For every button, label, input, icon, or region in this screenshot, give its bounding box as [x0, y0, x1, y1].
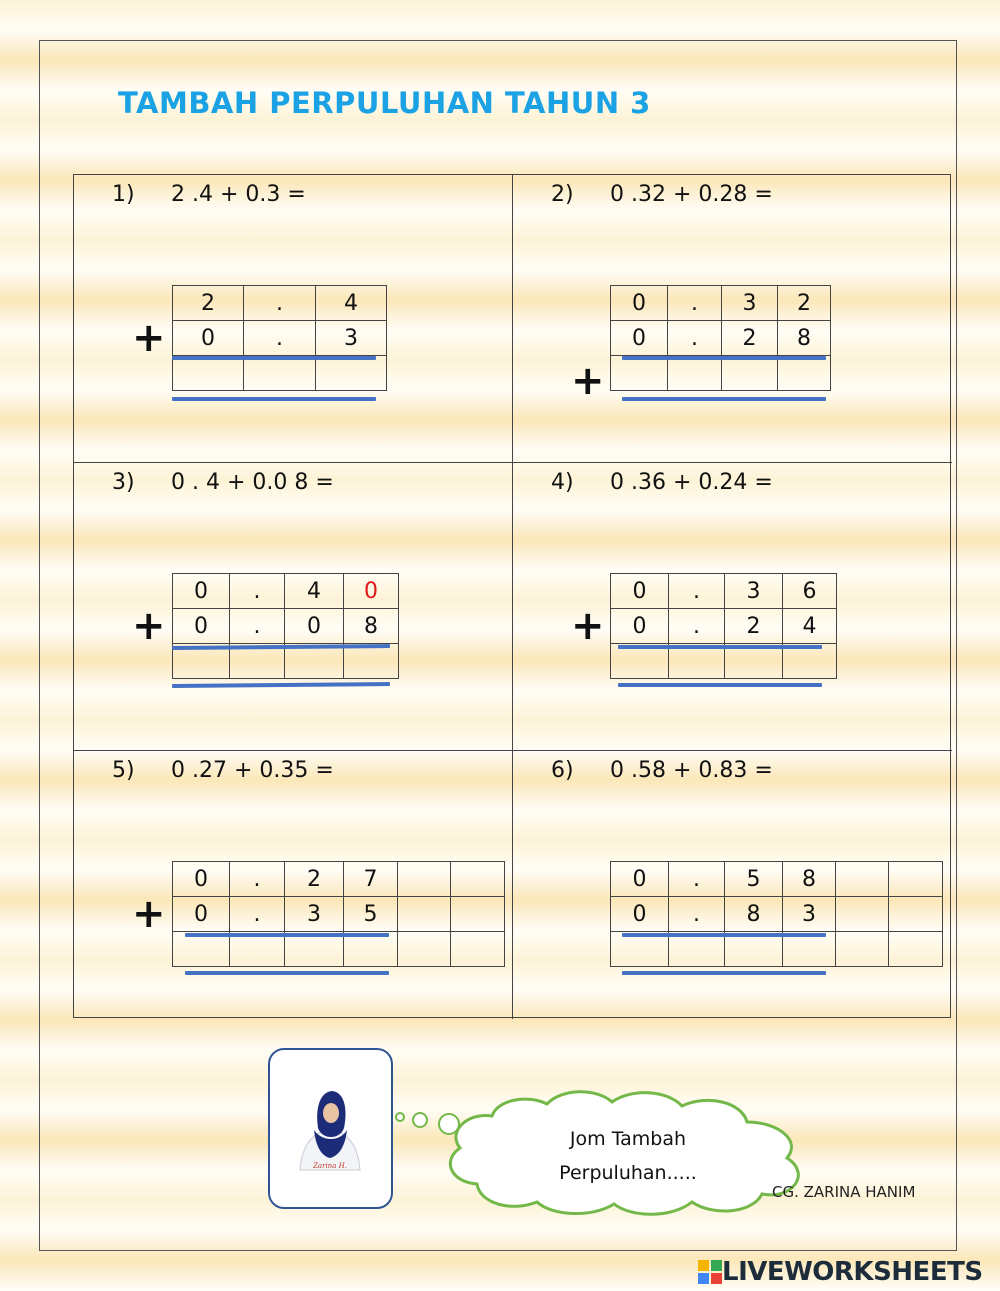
added-zero-cell: 0	[344, 574, 399, 609]
question-number: 3)	[112, 470, 135, 495]
digit-cell: 3	[783, 897, 836, 932]
table-row	[173, 862, 505, 897]
addition-table	[610, 573, 837, 679]
underline	[172, 397, 376, 401]
answer-cell[interactable]	[344, 644, 399, 679]
digit-cell: 3	[722, 286, 778, 321]
answer-cell[interactable]	[722, 356, 778, 391]
author-name: CG. ZARINA HANIM	[772, 1183, 916, 1201]
answer-cell[interactable]	[173, 356, 244, 391]
underline	[172, 682, 390, 688]
digit-cell: 0	[611, 286, 668, 321]
digit-cell: .	[669, 897, 725, 932]
answer-cell[interactable]	[778, 356, 831, 391]
digit-cell: .	[230, 609, 285, 644]
question-number: 4)	[551, 470, 574, 495]
digit-cell: 8	[344, 609, 399, 644]
teacher-photo	[270, 1050, 391, 1207]
addition-table	[172, 861, 505, 967]
table-row	[611, 609, 837, 644]
digit-cell: 5	[725, 862, 783, 897]
table-row	[173, 609, 399, 644]
digit-cell	[836, 862, 889, 897]
digit-cell: .	[669, 609, 725, 644]
digit-cell: 0	[173, 609, 230, 644]
underline	[622, 397, 826, 401]
question-expression: 0 .27 + 0.35 =	[171, 758, 334, 783]
digit-cell: .	[669, 574, 725, 609]
speech-line-1: Jom Tambah	[569, 1128, 687, 1150]
question-2	[513, 175, 952, 463]
digit-cell: 7	[344, 862, 398, 897]
digit-cell: 3	[725, 574, 783, 609]
plus-sign: +	[132, 891, 166, 937]
digit-cell: 0	[173, 862, 230, 897]
digit-cell: 0	[611, 321, 668, 356]
brand-text: LIVEWORKSHEETS	[722, 1257, 983, 1287]
digit-cell	[398, 897, 451, 932]
digit-cell	[398, 862, 451, 897]
digit-cell	[836, 897, 889, 932]
question-4	[513, 463, 952, 751]
digit-cell: 4	[783, 609, 837, 644]
speech-line-2: Perpuluhan.....	[559, 1162, 697, 1184]
digit-cell: .	[668, 286, 722, 321]
digit-cell	[451, 862, 505, 897]
underline	[622, 933, 826, 937]
table-row	[611, 574, 837, 609]
addition-table	[172, 285, 387, 391]
question-number: 6)	[551, 758, 574, 783]
digit-cell: 5	[344, 897, 398, 932]
answer-row	[173, 356, 387, 391]
plus-sign: +	[571, 358, 605, 404]
digit-cell: .	[244, 321, 316, 356]
digit-cell: 6	[783, 574, 837, 609]
digit-cell	[451, 897, 505, 932]
speech-text	[548, 1122, 708, 1190]
digit-cell: 4	[316, 286, 387, 321]
answer-cell[interactable]	[889, 932, 943, 967]
answer-cell[interactable]	[244, 356, 316, 391]
digit-cell: 0	[285, 609, 344, 644]
svg-text:Zarina H.: Zarina H.	[313, 1162, 347, 1170]
table-row	[611, 897, 943, 932]
live-badge-icon	[698, 1260, 722, 1284]
digit-cell: .	[230, 897, 285, 932]
question-3	[74, 463, 513, 751]
digit-cell: .	[669, 862, 725, 897]
questions-grid	[73, 174, 951, 1018]
question-expression: 0 . 4 + 0.0 8 =	[171, 470, 334, 495]
question-expression: 0 .36 + 0.24 =	[610, 470, 773, 495]
digit-cell: 0	[611, 609, 669, 644]
digit-cell: 3	[285, 897, 344, 932]
digit-cell: .	[230, 862, 285, 897]
plus-sign: +	[571, 603, 605, 649]
question-6	[513, 751, 952, 1019]
addition-table	[610, 285, 831, 391]
table-row	[611, 286, 831, 321]
question-number: 2)	[551, 182, 574, 207]
table-row	[173, 897, 505, 932]
answer-cell[interactable]	[398, 932, 451, 967]
digit-cell: 2	[173, 286, 244, 321]
table-row	[611, 321, 831, 356]
digit-cell: 8	[783, 862, 836, 897]
table-row	[173, 574, 399, 609]
digit-cell: 8	[778, 321, 831, 356]
digit-cell: 0	[173, 897, 230, 932]
digit-cell: 0	[611, 862, 669, 897]
answer-cell[interactable]	[668, 356, 722, 391]
question-1	[74, 175, 513, 463]
answer-cell[interactable]	[451, 932, 505, 967]
addition-table	[610, 861, 943, 967]
digit-cell: 0	[611, 897, 669, 932]
addition-table	[172, 573, 399, 679]
digit-cell: 8	[725, 897, 783, 932]
question-number: 5)	[112, 758, 135, 783]
answer-row	[611, 356, 831, 391]
digit-cell: 0	[173, 321, 244, 356]
underline	[185, 971, 389, 975]
answer-cell[interactable]	[836, 932, 889, 967]
liveworksheets-logo	[698, 1257, 983, 1287]
table-row	[173, 286, 387, 321]
underline	[622, 356, 826, 360]
answer-cell[interactable]	[316, 356, 387, 391]
question-expression: 0 .58 + 0.83 =	[610, 758, 773, 783]
answer-cell[interactable]	[611, 356, 668, 391]
plus-sign: +	[132, 603, 166, 649]
plus-sign: +	[132, 315, 166, 361]
question-number: 1)	[112, 182, 135, 207]
underline	[622, 971, 826, 975]
digit-cell	[889, 862, 943, 897]
underline	[618, 683, 822, 687]
question-expression: 0 .32 + 0.28 =	[610, 182, 773, 207]
digit-cell: .	[230, 574, 285, 609]
question-expression: 2 .4 + 0.3 =	[171, 182, 306, 207]
underline	[172, 356, 376, 360]
teacher-photo-frame	[268, 1048, 393, 1209]
digit-cell: .	[668, 321, 722, 356]
digit-cell: 4	[285, 574, 344, 609]
digit-cell: 2	[778, 286, 831, 321]
digit-cell	[889, 897, 943, 932]
digit-cell: 2	[285, 862, 344, 897]
table-row	[611, 862, 943, 897]
table-row	[173, 321, 387, 356]
digit-cell: 2	[725, 609, 783, 644]
digit-cell: 0	[611, 574, 669, 609]
worksheet-title: TAMBAH PERPULUHAN TAHUN 3	[118, 86, 651, 120]
digit-cell: .	[244, 286, 316, 321]
underline	[185, 933, 389, 937]
underline	[618, 645, 822, 649]
digit-cell: 0	[173, 574, 230, 609]
digit-cell: 3	[316, 321, 387, 356]
digit-cell: 2	[722, 321, 778, 356]
question-5	[74, 751, 513, 1019]
